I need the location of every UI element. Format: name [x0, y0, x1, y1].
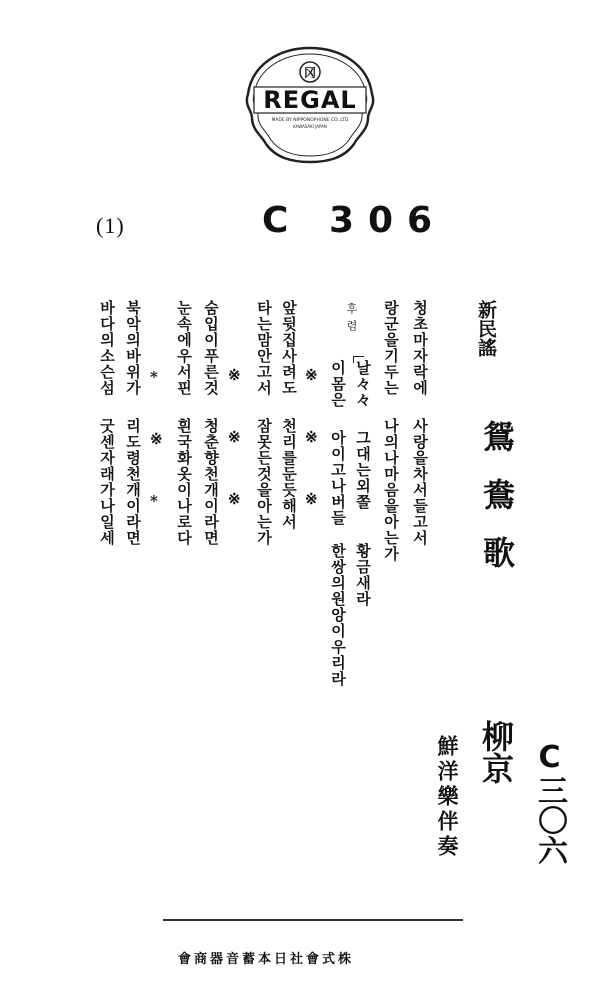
refrain-line2-part3: 한쌍의원앙이우리라: [329, 543, 347, 687]
refrain-line1-part3: 황금새라: [354, 543, 372, 607]
divider-mark: ※: [228, 490, 242, 508]
divider-mark: *: [150, 492, 159, 510]
catalog-number: C 306: [262, 200, 447, 241]
catalog-number-kanji: C三〇六: [532, 740, 567, 865]
divider-mark: ※: [150, 430, 164, 448]
song-artist: 柳京: [477, 720, 515, 784]
verse2-line1-part2: 천리를둔듯해서: [280, 418, 298, 530]
page-number: (1): [96, 213, 125, 238]
divider-mark: ※: [228, 428, 242, 446]
label-made-by: MADE BY NIPPONOPHONE CO.,LTD: [271, 118, 349, 123]
verse1-line2-part2: 나의나마음을아는가: [382, 418, 400, 562]
song-performer: 鮮洋樂伴奏: [435, 735, 460, 860]
verse3-line2-part2: 흰국화옷이나로다: [175, 418, 193, 546]
song-genre: 新民謠: [475, 300, 497, 357]
song-title: 鴛鴦歌: [478, 420, 516, 594]
divider-mark: *: [150, 368, 159, 386]
divider-mark: ※: [228, 366, 242, 384]
verse2-line1-part1: 앞뒷집사려도: [280, 300, 298, 396]
refrain-line2-part1: 이몸은: [329, 360, 347, 408]
regal-logo-icon: [240, 44, 380, 166]
divider-mark: ※: [305, 428, 319, 446]
refrain-label: 후렴: [345, 303, 358, 337]
verse1-line2-part1: 랑군을기두는: [382, 300, 400, 396]
label-brand: REGAL: [263, 86, 357, 114]
refrain-line1-part2: 그대는외쫄: [354, 430, 372, 510]
footer-divider: [163, 919, 463, 921]
verse2-line2-part1: 타는맘안고서: [255, 300, 273, 396]
verse1-line1-part1: 청초마자락에: [411, 300, 429, 396]
verse3-line1-part1: 숨입이푸른것: [202, 300, 220, 396]
label-country: KAWASAKI JAPAN: [293, 124, 327, 129]
divider-mark: ※: [305, 366, 319, 384]
verse4-line1-part1: 북악의바위가: [124, 300, 142, 396]
refrain-line1-part1: 날々々: [354, 360, 372, 408]
divider-mark: ※: [305, 490, 319, 508]
verse1-line1-part2: 사랑을차서들고서: [411, 418, 429, 546]
verse4-line2-part1: 바다의소슨섬: [98, 300, 116, 396]
verse3-line1-part2: 청춘향천개이라면: [202, 418, 220, 546]
label-emblem: 冈: [303, 66, 317, 80]
verse4-line2-part2: 굿센자래가나일세: [98, 418, 116, 546]
publisher-name: 會商器音蓄本日社會式株: [178, 952, 355, 967]
verse3-line2-part1: 눈속에우서핀: [175, 300, 193, 396]
refrain-line2-part2: 아이고나버들: [329, 430, 347, 526]
verse2-line2-part2: 잠못든것을아는가: [255, 418, 273, 546]
verse4-line1-part2: 리도령천개이라면: [124, 418, 142, 546]
